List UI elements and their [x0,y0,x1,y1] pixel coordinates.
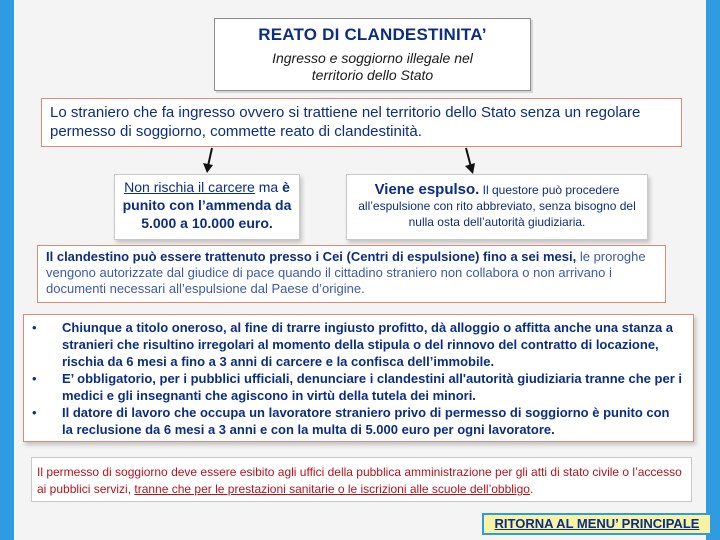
penalty-conjunction: ma [254,179,283,195]
definition-box [41,98,682,147]
definition-text: Lo straniero che fa ingresso ovvero si trattiene nel territorio dello Stato senza un regolare permesso di soggiorno, commette reato di clandestinità. [50,104,641,140]
rule-text: E’ obbligatorio, per i pubblici ufficiali, denunciare i clandestini all'autorità giudiziaria tranne che per i medici e gli insegnanti che agiscono in virtù della tutela dei minori. [62,371,682,403]
rules-list [23,314,694,442]
penalty-underlined: Non rischia il carcere [124,179,255,195]
arrow-right [460,146,480,176]
back-to-main-menu-link[interactable]: RITORNA AL MENU’ PRINCIPALE [482,513,712,535]
bullet-icon: • [32,371,37,386]
penalty-amount: è punito con l’ammenda da 5.000 a 10.000 euro. [122,179,292,231]
list-item [30,319,683,370]
rule-text: Chiunque a titolo oneroso, al fine di trarre ingiusto profitto, dà alloggio o affitta anche una stanza a stranieri che risultino irregolari al momento della stipula o del rinnovo del contratto di locazione, rischia da 6 mesi a fino a 3 anni di carcere e la confisca dell’immobile. [62,320,674,369]
list-item [30,370,683,404]
bullet-icon: • [32,320,37,335]
expulsion-detail: Il questore può procedere all’espulsione con rito abbreviato, senza bisogno del nulla osta dell’autorità giudiziaria. [358,183,636,229]
cie-box [37,245,666,303]
cie-lead: Il clandestino può essere trattenuto presso i Cei (Centri di espulsione) fino a sei mesi, [46,249,577,264]
bullet-icon: • [32,405,37,420]
rule-text: Il datore di lavoro che occupa un lavoratore straniero privo di permesso di soggiorno è punito con la reclusione da 6 mesi a 3 anni e con la multa di 5.000 euro per ogni lavoratore. [62,405,670,437]
expulsion-heading: Viene espulso. [374,181,480,198]
page-subtitle: Ingresso e soggiorno illegale nel territorio dello Stato [272,50,473,83]
cie-detail: le proroghe vengono autorizzate dal giudice di pace quando il cittadino straniero non collabora o non arrivano i documenti necessari all’espulsione dal Paese d’origine. [46,249,646,296]
page-title: REATO DI CLANDESTINITA’ [258,25,487,44]
list-item [30,404,683,438]
residence-permit-note [31,457,692,502]
expulsion-box [346,174,648,240]
title-box [214,18,531,91]
note-text: Il permesso di soggiorno deve essere esibito agli uffici della pubblica amministrazione per gli atti di stato civile o l’accesso ai pubblici servizi, [37,465,682,496]
note-end: . [529,482,534,496]
arrow-left [200,146,220,174]
penalty-box [114,174,300,240]
note-exception: tranne che per le prestazioni sanitarie o le iscrizioni alle scuole dell’obbligo [134,482,530,496]
